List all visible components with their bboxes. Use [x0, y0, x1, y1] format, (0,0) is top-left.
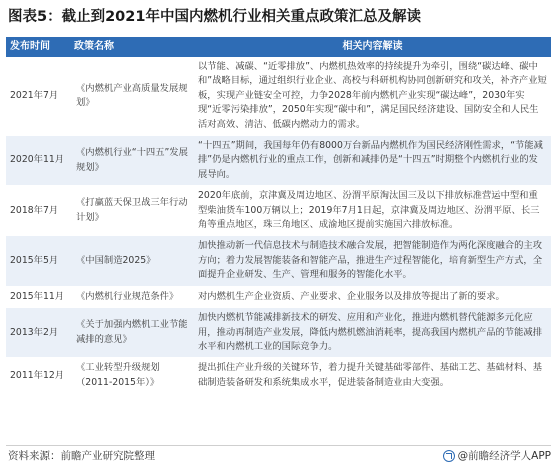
row-policy-name: 《中国制造2025》 [70, 236, 194, 286]
table-row [6, 57, 551, 136]
row-description: 以节能、减碳、“近零排放”、内燃机热效率的持续提升为牵引，围绕“碳达峰、碳中和”战略目标，通过组织行业企业、高校与科研机构协同创新研究和攻关，补齐产业短板，实现产业链安全可控，力争2028年前内燃机产业实现“碳达峰”，2030年实现“近零污染排放”，2050年实现“碳中和”，满足国民经济建设、国防安全和人民生活对高效、清洁、低碳内燃动力的需求。 [194, 57, 551, 136]
header-desc: 相关内容解读 [194, 37, 551, 57]
policy-table-container [6, 37, 551, 394]
page-title: 图表5：截止到2021年中国内燃机行业相关重点政策汇总及解读 [8, 9, 421, 25]
row-date: 2015年11月 [6, 286, 70, 307]
table-row [6, 286, 551, 307]
footer-divider [6, 445, 551, 446]
table-row [6, 136, 551, 186]
row-date: 2020年11月 [6, 136, 70, 186]
row-description: 加快推动新一代信息技术与制造技术融合发展，把智能制造作为两化深度融合的主攻方向；着力发展智能装备和智能产品，推进生产过程智能化，培育新型生产方式，全面提升企业研发、生产、管理和服务的智能化水平。 [194, 236, 551, 286]
brand-label: @前瞻经济学人APP [457, 450, 551, 462]
row-description: 加快内燃机节能减排新技术的研发、应用和产业化，推进内燃机替代能源多元化应用，推动再制造产业发展，降低内燃机燃油消耗率，提高我国内燃机产品的节能减排水平和内燃机工业的国际竞争力。 [194, 308, 551, 358]
row-description: 2020年底前，京津冀及周边地区、汾渭平原淘汰国三及以下排放标准营运中型和重型柴油货车100万辆以上；2019年7月1日起，京津冀及周边地区、汾渭平原、长三角等重点地区，珠三角地区、成渝地区提前实施国六排放标准。 [194, 186, 551, 236]
row-policy-name: 《工业转型升级规划（2011-2015年）》 [70, 358, 194, 394]
table-header-row [6, 37, 551, 57]
row-policy-name: 《内燃机行业规范条件》 [70, 286, 194, 307]
row-date: 2021年7月 [6, 57, 70, 136]
table-row [6, 236, 551, 286]
table-row [6, 186, 551, 236]
row-date: 2011年12月 [6, 358, 70, 394]
row-policy-name: 《内燃机产业高质量发展规划》 [70, 57, 194, 136]
table-row [6, 358, 551, 394]
header-date: 发布时间 [6, 37, 70, 57]
qianzhan-logo-icon [443, 450, 455, 462]
row-description: 对内燃机生产企业资质、产业要求、企业服务以及排放等提出了新的要求。 [194, 286, 551, 307]
row-description: 提出抓住产业升级的关键环节，着力提升关键基础零部件、基础工艺、基础材料、基础制造装备研发和系统集成水平，促进装备制造业由大变强。 [194, 358, 551, 394]
row-date: 2018年7月 [6, 186, 70, 236]
row-date: 2015年5月 [6, 236, 70, 286]
row-policy-name: 《关于加强内燃机工业节能减排的意见》 [70, 308, 194, 358]
row-description: “十四五”期间，我国每年仍有8000万台新品内燃机作为国民经济刚性需求，“节能减排”仍是内燃机行业的重点工作，创新和减排仍是“十四五”时期整个内燃机行业的发展导向。 [194, 136, 551, 186]
brand-credit [443, 448, 551, 464]
row-policy-name: 《内燃机行业“十四五”发展规划》 [70, 136, 194, 186]
table-row [6, 308, 551, 358]
policy-table [6, 37, 551, 394]
source-note: 资料来源：前瞻产业研究院整理 [8, 450, 155, 462]
row-date: 2013年2月 [6, 308, 70, 358]
header-name: 政策名称 [70, 37, 194, 57]
row-policy-name: 《打赢蓝天保卫战三年行动计划》 [70, 186, 194, 236]
